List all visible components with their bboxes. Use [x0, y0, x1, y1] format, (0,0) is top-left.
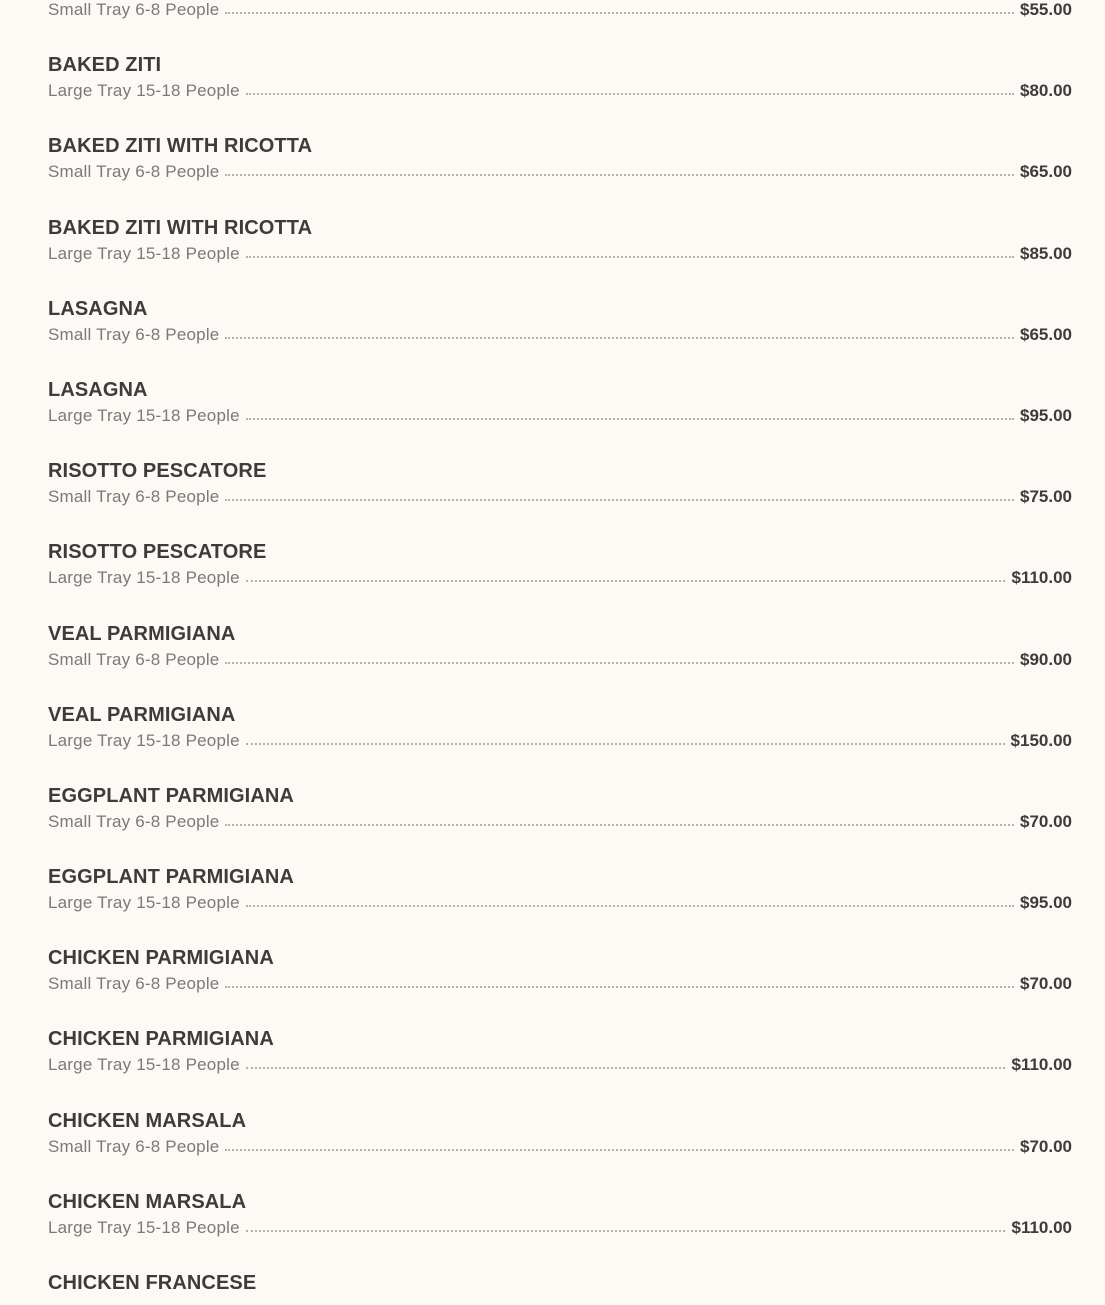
- item-name: BAKED ZITI WITH RICOTTA: [48, 216, 313, 239]
- menu-item: [0, 169, 1105, 263]
- item-size: Small Tray 6-8 People: [48, 162, 220, 182]
- item-name: LASAGNA: [48, 297, 148, 320]
- item-size: Large Tray 15-18 People: [48, 730, 240, 750]
- item-name: CHICKEN MARSALA: [48, 1109, 247, 1132]
- item-name: VEAL PARMIGIANA: [48, 703, 236, 726]
- item-name: BAKED ZITI: [48, 54, 162, 77]
- menu-item: [0, 737, 1105, 831]
- item-size: Large Tray 15-18 People: [48, 893, 240, 913]
- menu-item: [0, 331, 1105, 425]
- item-size: Small Tray 6-8 People: [48, 0, 220, 19]
- item-size: Large Tray 15-18 People: [48, 81, 240, 101]
- item-size: Large Tray 15-18 People: [48, 243, 240, 263]
- item-name: CHICKEN PARMIGIANA: [48, 1028, 274, 1051]
- item-price: $55.00: [1020, 0, 1072, 19]
- item-name: RISOTTO PESCATORE: [48, 541, 267, 564]
- item-name: EGGPLANT PARMIGIANA: [48, 784, 294, 807]
- item-name: BAKED ZITI WITH RICOTTA: [48, 135, 313, 158]
- menu-item: [0, 656, 1105, 750]
- menu-item: [0, 1143, 1105, 1237]
- item-size: Large Tray 15-18 People: [48, 1055, 240, 1075]
- item-name: CHICKEN MARSALA: [48, 1190, 247, 1213]
- item-name: EGGPLANT PARMIGIANA: [48, 866, 294, 889]
- menu-item: [0, 818, 1105, 913]
- menu-item: [0, 899, 1105, 994]
- item-price: $65.00: [1020, 162, 1072, 182]
- item-price: $70.00: [1020, 1136, 1072, 1156]
- item-name: RISOTTO PESCATORE: [48, 460, 267, 483]
- item-size: Small Tray 6-8 People: [48, 324, 220, 344]
- item-size: Small Tray 6-8 People: [48, 811, 220, 831]
- item-name: VEAL PARMIGIANA: [48, 622, 236, 645]
- item-price: $85.00: [1020, 243, 1072, 263]
- item-price: $95.00: [1020, 405, 1072, 425]
- item-size: Small Tray 6-8 People: [48, 1136, 220, 1156]
- menu-item: [0, 1224, 1105, 1305]
- item-price: $65.00: [1020, 324, 1072, 344]
- item-size: Large Tray 15-18 People: [48, 405, 240, 425]
- item-price: $110.00: [1011, 1055, 1072, 1075]
- item-price: $90.00: [1020, 649, 1072, 669]
- item-size: Large Tray 15-18 People: [48, 1217, 240, 1237]
- item-name: LASAGNA: [48, 378, 148, 401]
- item-price: $75.00: [1020, 487, 1072, 507]
- item-size: Small Tray 6-8 People: [48, 649, 220, 669]
- item-name: CHICKEN FRANCESE: [48, 1272, 257, 1294]
- menu-item: [0, 575, 1105, 669]
- item-price: $95.00: [1020, 893, 1072, 913]
- menu-item: [0, 412, 1105, 507]
- menu-item: [0, 980, 1105, 1075]
- item-size: Small Tray 6-8 People: [48, 487, 220, 507]
- item-size: Large Tray 15-18 People: [48, 568, 240, 588]
- menu-item: [0, 250, 1105, 344]
- menu-item: [0, 87, 1105, 182]
- menu-item: [0, 493, 1105, 588]
- item-price: $110.00: [1011, 568, 1072, 588]
- item-name: CHICKEN PARMIGIANA: [48, 947, 274, 970]
- item-price: $70.00: [1020, 811, 1072, 831]
- item-price: $80.00: [1020, 81, 1072, 101]
- item-price: $110.00: [1011, 1217, 1072, 1237]
- item-size: Small Tray 6-8 People: [48, 974, 220, 994]
- menu-item: [0, 1062, 1105, 1156]
- menu-item: [0, 6, 1105, 101]
- item-price: $150.00: [1010, 730, 1072, 750]
- item-price: $70.00: [1020, 974, 1072, 994]
